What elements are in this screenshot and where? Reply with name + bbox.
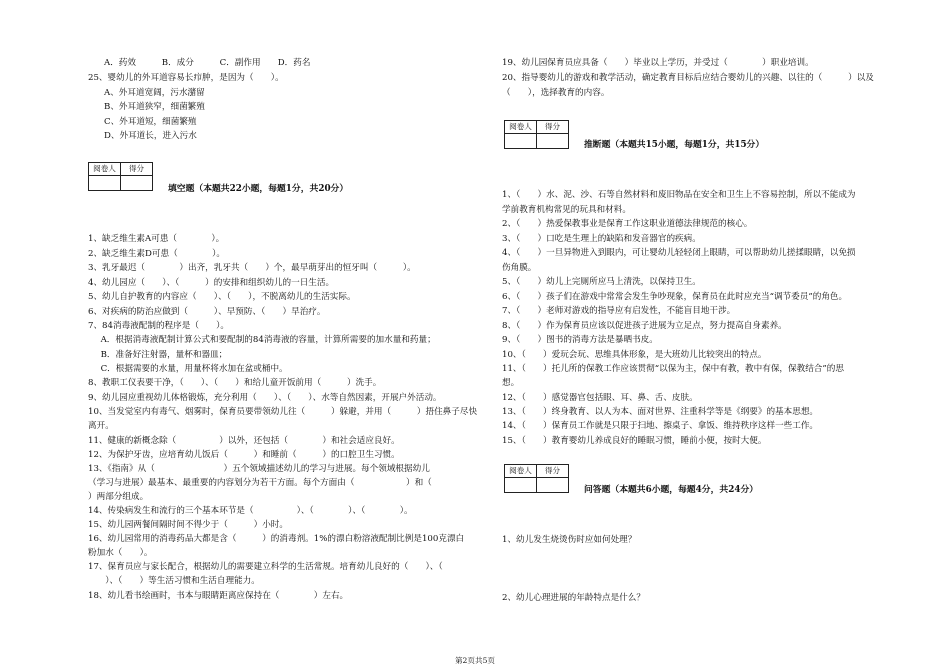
qa-question-2: 2、幼儿心理进展的年龄特点是什么？ (502, 593, 645, 603)
judge-line: 伤角膜。 (502, 263, 537, 273)
fill-line: 9、幼儿园应重视幼儿体格锻炼，充分利用（ ）、（ ）、水等自然因素，开展户外活动。 (88, 393, 442, 403)
fill-line: 离开。 (88, 421, 114, 431)
q19: 19、幼儿园保育员应具备（ ）毕业以上学历，并受过（ ）职业培训。 (502, 58, 814, 68)
qa-section-title: 问答题（本题共6小题，每题4分，共24分） (584, 485, 759, 495)
reviewer-cell (89, 176, 121, 191)
fill-line: 4、幼儿园应（ ）、（ ）的安排和组织幼儿的一日生活。 (88, 278, 335, 288)
reviewer-label: 阅卷人 (89, 163, 121, 176)
judge-line: 10、（ ）爱玩会玩、思维具体形象，是大班幼儿比较突出的特点。 (502, 350, 767, 360)
fill-line: 8、教职工仪表要干净，（ ）、（ ）和给儿童开饭前用（ ）洗手。 (88, 378, 382, 388)
fill-line: 15、幼儿园两餐间隔时间不得少于（ ）小时。 (88, 520, 288, 530)
q25-option-c: C、外耳道短，细菌繁殖 (104, 117, 197, 127)
fill-section-title: 填空题（本题共22小题，每题1分，共20分） (168, 184, 349, 194)
fill-line: A．根据消毒液配制计算公式和要配制的84消毒液的容量，计算所需要的加水量和药量； (92, 335, 436, 345)
fill-line: 12、为保护牙齿，应培育幼儿饭后（ ）和睡前（ ）的口腔卫生习惯。 (88, 450, 400, 460)
judge-line: 14、（ ）保育员工作就是只限于扫地、擦桌子、拿饭、维持秩序这样一些工作。 (502, 421, 819, 431)
fill-line: B．准备好注射器，量杯和器皿； (92, 350, 228, 360)
judge-line: 想。 (502, 378, 520, 388)
q25-option-a: A、外耳道宽阔，污水潴留 (104, 88, 205, 98)
fill-line: 11、健康的新概念除（ ）以外，还包括（ ）和社会适应良好。 (88, 436, 400, 446)
q24-options: A．药效 B．成分 C．副作用 D．药名 (104, 58, 311, 68)
fill-line: 1、缺乏维生素A可患（ ）。 (88, 234, 225, 244)
judge-line: 5、（ ）幼儿上完厕所应马上清洗，以保持卫生。 (502, 277, 701, 287)
judge-line: 2、（ ）热爱保教事业是保育工作这职业道德法律规范的核心。 (502, 219, 753, 229)
score-cell (537, 134, 569, 149)
judge-section-title: 推断题（本题共15小题，每题1分，共15分） (584, 140, 765, 150)
score-label: 得分 (537, 121, 569, 134)
judge-line: 3、（ ）口吃是生理上的缺陷和发音器官的疾病。 (502, 234, 701, 244)
judge-line: 6、（ ）孩子们在游戏中常常会发生争吵现象，保育员在此时应充当“调节委员”的角色。 (502, 292, 848, 302)
fill-line: 14、传染病发生和流行的三个基本环节是（ ）、（ ）、（ ）。 (88, 506, 413, 516)
fill-line: 13、《指南》从（ ）五个领域描述幼儿的学习与进展。每个领域根据幼儿 (88, 464, 430, 474)
q25-option-b: B、外耳道狭窄，细菌繁殖 (104, 102, 205, 112)
q20-line2: （ ），选择教育的内容。 (502, 88, 610, 98)
fill-line: C．根据需要的水量，用量杯将水加在盆或桶中。 (92, 364, 288, 374)
judge-line: 11、（ ）托儿所的保教工作应该贯彻“以保为主，保中有教，教中有保，保教结合”的思 (502, 364, 844, 374)
judge-score-box (504, 120, 569, 149)
fill-line: （学习与进展）最基本、最重要的内容划分为若干方面。每个方面由（ ）和（ (88, 478, 449, 488)
judge-line: 4、（ ）一旦异物进入到眼内，可让婴幼儿轻轻闭上眼睛，可以帮助幼儿搓揉眼睛，以免损 (502, 248, 856, 258)
fill-line: 7、84消毒液配制的程序是（ ）。 (88, 321, 230, 331)
judge-line: 7、（ ）老师对游戏的指导应有启发性，不能盲目地干涉。 (502, 306, 736, 316)
reviewer-label: 阅卷人 (505, 465, 537, 478)
score-label: 得分 (121, 163, 153, 176)
reviewer-cell (505, 134, 537, 149)
judge-line: 13、（ ）终身教育、以人为本、面对世界、注重科学等是《纲要》的基本思想。 (502, 407, 819, 417)
fill-line: ）、（ ）等生活习惯和生活自理能力。 (88, 576, 260, 586)
score-cell (537, 478, 569, 493)
fill-line: 5、幼儿自护教育的内容应（ ）、（ ），不脱离幼儿的生活实际。 (88, 292, 356, 302)
score-label: 得分 (537, 465, 569, 478)
fill-score-box (88, 162, 153, 191)
fill-line: 17、保育员应与家长配合，根据幼儿的需要建立科学的生活常规。培育幼儿良好的（ ）、（ (88, 562, 443, 572)
page-number: 第2页共5页 (454, 656, 496, 665)
fill-line: 16、幼儿园常用的消毒药品大都是含（ ）的消毒剂。1%的漂白粉溶液配制比例是100克漂白 (88, 534, 465, 544)
fill-line: 6、对疾病的防治应做到（ ）、早预防、（ ）早治疗。 (88, 307, 326, 317)
fill-line: 3、乳牙最迟（ ）出齐，乳牙共（ ）个，最早萌芽出的恒牙叫（ ）。 (88, 263, 416, 273)
score-cell (121, 176, 153, 191)
q20-line1: 20、指导婴幼儿的游戏和教学活动，确定教育目标后应结合婴幼儿的兴趣、以往的（ ）以及 (502, 73, 874, 83)
reviewer-cell (505, 478, 537, 493)
judge-line: 1、（ ）水、泥、沙、石等自然材料和废旧物品在安全和卫生上不容易控制，所以不能成为 (502, 190, 856, 200)
fill-line: 18、幼儿看书绘画时，书本与眼睛距离应保持在（ ）左右。 (88, 591, 349, 601)
qa-question-1: 1、幼儿发生烧烫伤时应如何处理？ (502, 535, 637, 545)
judge-line: 15、（ ）教育婴幼儿养成良好的睡眠习惯，睡前小便，按时大便。 (502, 436, 767, 446)
judge-line: 12、（ ）感觉器官包括眼、耳、鼻、舌、皮肤。 (502, 393, 698, 403)
judge-line: 8、（ ）作为保育员应该以促进孩子进展为立足点，努力提高自身素养。 (502, 321, 787, 331)
q25-stem: 25、婴幼儿的外耳道容易长疖肿，是因为（ ）。 (88, 73, 284, 83)
qa-score-box (504, 464, 569, 493)
fill-line: 粉加水（ ）。 (88, 548, 153, 558)
fill-line: 10、当发觉室内有毒气、烟雾时，保育员要带领幼儿往（ ）躲避，并用（ ）捂住鼻子尽快 (88, 407, 478, 417)
fill-line: 2、缺乏维生素D可患（ ）。 (88, 249, 225, 259)
judge-line: 9、（ ）图书的消毒方法是暴晒书皮。 (502, 335, 658, 345)
reviewer-label: 阅卷人 (505, 121, 537, 134)
fill-line: ）两部分组成。 (88, 492, 149, 502)
judge-line: 学前教育机构常见的玩具和材料。 (502, 205, 631, 215)
q25-option-d: D、外耳道长，进入污水 (104, 131, 197, 141)
